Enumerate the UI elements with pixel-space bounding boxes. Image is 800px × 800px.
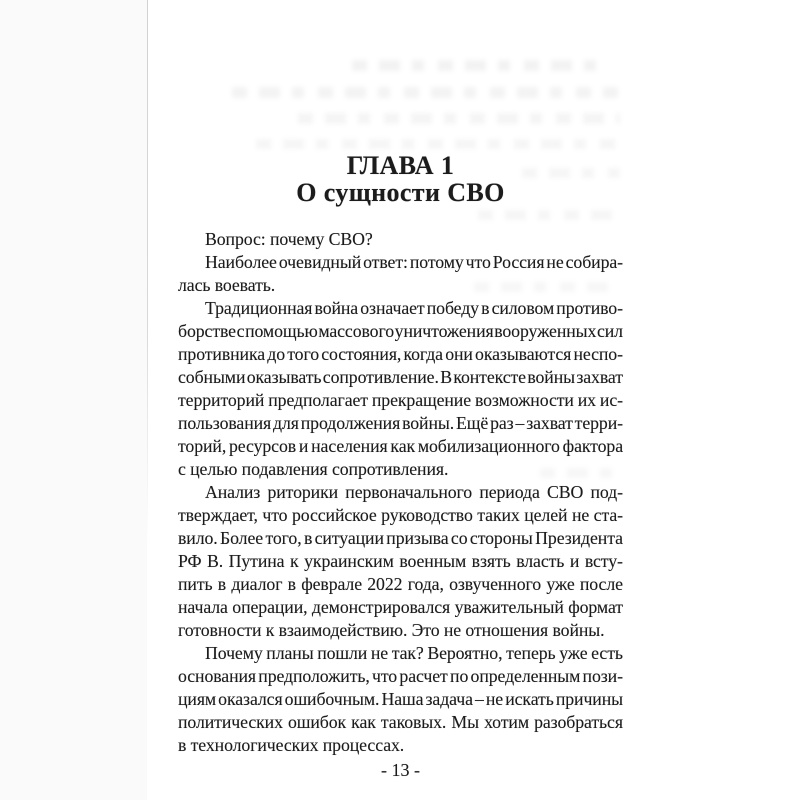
text-line: борстве с помощью массового уничтожения вооруженных сил xyxy=(178,321,623,341)
page-number: - 13 - xyxy=(381,760,420,780)
bleed-through-artifact xyxy=(352,60,610,71)
text-line: циям оказался ошибочным. Наша задача – не искать причины xyxy=(178,689,623,709)
text-line: основания предположить, что расчет по определенным пози- xyxy=(178,666,623,686)
text-line: собными оказывать сопротивление. В контексте войны захват xyxy=(178,367,623,387)
text-line: начала операции, демонстрировался уважительный формат xyxy=(178,597,623,617)
text-line: готовности к взаимодействию. Это не отношения войны. xyxy=(178,620,605,640)
text-line: с целью подавления сопротивления. xyxy=(178,459,449,479)
text-line: тверждает, что российское руководство таких целей не ста- xyxy=(178,505,623,525)
body-text xyxy=(178,228,623,757)
chapter-title: О сущности СВО xyxy=(296,178,505,207)
text-line: Анализ риторики первоначального периода СВО под- xyxy=(205,482,623,502)
text-line: Традиционная война означает победу в силовом противо- xyxy=(205,298,623,318)
bleed-through-artifact xyxy=(232,87,618,98)
text-line: территорий предполагает прекращение возможности их ис- xyxy=(178,390,623,410)
page-edge-line xyxy=(147,0,148,540)
chapter-number: ГЛАВА 1 xyxy=(346,151,455,180)
text-line: торий, ресурсов и населения как мобилизационного фактора xyxy=(178,436,623,456)
bleed-through-artifact xyxy=(478,210,620,220)
bleed-through-artifact xyxy=(298,113,620,124)
chapter-heading xyxy=(178,153,623,207)
text-line: РФ В. Путина к украинским военным взять власть и всту- xyxy=(178,551,623,571)
scan-margin-band xyxy=(0,0,147,800)
text-line: пить в диалог в феврале 2022 года, озвученного уже после xyxy=(178,574,623,594)
text-line: Наиболее очевидный ответ: потому что Россия не собира- xyxy=(205,252,623,272)
text-line: лась воевать. xyxy=(178,275,276,295)
text-line: Вопрос: почему СВО? xyxy=(205,229,373,249)
text-line: в технологических процессах. xyxy=(178,735,405,755)
text-line: Почему планы пошли не так? Вероятно, теперь уже есть xyxy=(205,643,623,663)
text-line: пользования для продолжения войны. Ещё раз – захват терри- xyxy=(178,413,623,433)
text-line: политических ошибок как таковых. Мы хотим разобраться xyxy=(178,712,623,732)
text-line: противника до того состояния, когда они оказываются неспо- xyxy=(178,344,623,364)
bleed-through-artifact xyxy=(256,139,620,149)
text-line: вило. Более того, в ситуации призыва со стороны Президента xyxy=(178,528,623,548)
